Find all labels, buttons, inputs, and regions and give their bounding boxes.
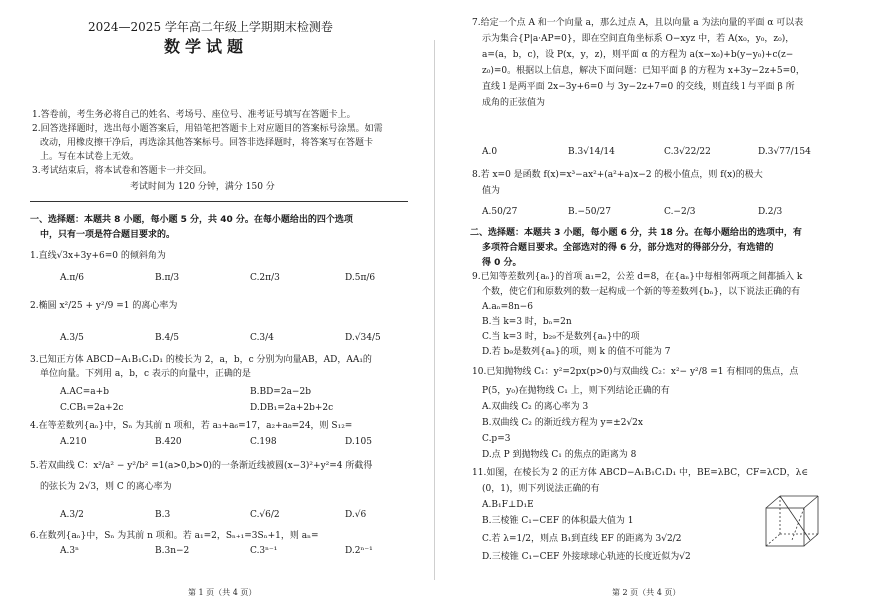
q9-option-d: D.若 b₉是数列{aₙ}的项，则 k 的值不可能为 7 xyxy=(482,347,671,357)
instruction-2c: 上。写在本试卷上无效。 xyxy=(40,152,140,162)
question-8-line-2: 值为 xyxy=(482,186,501,196)
question-11: 11.如图，在棱长为 2 的正方体 ABCD−A₁B₁C₁D₁ 中，BE=λBC，CF=λCD，λ∈ xyxy=(472,468,808,478)
q1-option-a: A.π/6 xyxy=(60,273,85,283)
question-7-line-6: 成角的正弦值为 xyxy=(482,98,546,108)
question-7-line-3: a=(a，b，c)，设 P(x，y，z)，则平面 α 的方程为 a(x−x₀)+b(y−y₀)+c(z− xyxy=(482,50,794,60)
exam-info: 考试时间为 120 分钟，满分 150 分 xyxy=(130,182,275,192)
exam-title: 2024—2025 学年高二年级上学期期末检测卷 xyxy=(88,20,333,34)
q8-option-a: A.50/27 xyxy=(482,207,518,217)
section-2-heading-3: 得 0 分。 xyxy=(482,258,522,268)
q3-option-d: D.DB₁=2a+2b+2c xyxy=(250,403,334,413)
q11-option-a: A.B₁F⊥D₁E xyxy=(482,500,534,510)
question-8: 8.若 x=0 是函数 f(x)=x³−ax²+(a²+a)x−2 的极小值点，则 f(x)的极大 xyxy=(472,170,763,180)
question-9: 9.已知等差数列{aₙ}的首项 a₁=2，公差 d=8，在{aₙ}中每相邻两项之间都插入 k xyxy=(472,272,803,282)
question-10-line-2: P(5，y₀)在抛物线 C₁ 上，则下列结论正确的有 xyxy=(482,386,670,396)
q1-option-b: B.π/3 xyxy=(155,273,180,283)
question-7-line-4: z₀)=0。根据以上信息，解决下面问题：已知平面 β 的方程为 x+3y−2z+5=0， xyxy=(482,66,805,76)
q4-option-d: D.105 xyxy=(345,437,372,447)
instruction-1: 1.答卷前，考生务必将自己的姓名、考场号、座位号、准考证号填写在答题卡上。 xyxy=(32,110,356,120)
q2-option-b: B.4/5 xyxy=(155,333,179,343)
question-1: 1.直线√3x+3y+6=0 的倾斜角为 xyxy=(30,251,166,261)
q5-option-a: A.3/2 xyxy=(60,510,84,520)
page-1-footer: 第 1 页（共 4 页） xyxy=(188,588,257,597)
q10-option-b: B.双曲线 C₂ 的渐近线方程为 y=±2√2x xyxy=(482,418,643,428)
subject-title: 数学试题 xyxy=(164,37,249,56)
question-11-line-2: (0，1)，则下列说法正确的有 xyxy=(482,484,600,494)
q11-option-d: D.三棱锥 C₁−CEF 外接球球心轨迹的长度近似为√2 xyxy=(482,552,691,562)
q5-option-c: C.√6/2 xyxy=(250,510,280,520)
question-10: 10.已知抛物线 C₁：y²=2px(p>0)与双曲线 C₂：x²− y²/8 =1 有相同的焦点，点 xyxy=(472,367,799,377)
q3-option-b: B.BD=2a−2b xyxy=(250,387,311,397)
q4-option-c: C.198 xyxy=(250,437,277,447)
question-5-line-2: 的弦长为 2√3，则 C 的离心率为 xyxy=(40,482,172,492)
q7-option-b: B.3√14/14 xyxy=(568,147,615,157)
instruction-2b: 改动，用橡皮擦干净后，再选涂其他答案标号。回答非选择题时，将答案写在答题卡 xyxy=(40,138,374,148)
question-5: 5.若双曲线 C：x²/a² − y²/b² =1(a>0,b>0)的一条渐近线被圆(x−3)²+y²=4 所截得 xyxy=(30,461,373,471)
q6-option-d: D.2ⁿ⁻¹ xyxy=(345,546,373,556)
question-3-line-2: 单位向量。下列用 a，b，c 表示的向量中，正确的是 xyxy=(40,369,251,379)
q6-option-b: B.3n−2 xyxy=(155,546,190,556)
section-1-heading-2: 中，只有一项是符合题目要求的。 xyxy=(40,230,176,240)
q11-option-b: B.三棱锥 C₁−CEF 的体积最大值为 1 xyxy=(482,516,634,526)
question-2: 2.椭圆 x²/25 + y²/9 =1 的离心率为 xyxy=(30,301,178,311)
question-6: 6.在数列{aₙ}中，Sₙ 为其前 n 项和。若 a₁=2，Sₙ₊₁=3Sₙ+1，则 aₙ= xyxy=(30,531,319,541)
q5-option-d: D.√6 xyxy=(345,510,367,520)
q2-option-c: C.3/4 xyxy=(250,333,274,343)
question-7-line-5: 直线 l 是两平面 2x−3y+6=0 与 3y−2z+7=0 的交线，则直线 l 与平面 β 所 xyxy=(482,82,795,92)
q9-option-a: A.aₙ=8n−6 xyxy=(482,302,533,312)
instruction-3: 3.考试结束后，将本试卷和答题卡一并交回。 xyxy=(32,166,212,176)
q5-option-b: B.3 xyxy=(155,510,171,520)
q1-option-d: D.5π/6 xyxy=(345,273,376,283)
q6-option-c: C.3ⁿ⁻¹ xyxy=(250,546,278,556)
instruction-2: 2.回答选择题时，选出每小题答案后，用铅笔把答题卡上对应题目的答案标号涂黑。如需 xyxy=(32,124,383,134)
question-3: 3.已知正方体 ABCD−A₁B₁C₁D₁ 的棱长为 2，a，b，c 分别为向量AB，AD，AA₁的 xyxy=(30,355,372,365)
cube-figure xyxy=(762,490,822,552)
q2-option-d: D.√34/5 xyxy=(345,333,381,343)
q10-option-a: A.双曲线 C₂ 的离心率为 3 xyxy=(482,402,589,412)
page-divider xyxy=(434,40,435,580)
page-1 xyxy=(0,0,434,615)
q10-option-d: D.点 P 到抛物线 C₁ 的焦点的距离为 8 xyxy=(482,450,637,460)
question-7: 7.给定一个点 A 和一个向量 a，那么过点 A，且以向量 a 为法向量的平面 α 可以表 xyxy=(472,18,804,28)
q4-option-b: B.420 xyxy=(155,437,182,447)
q8-option-b: B.−50/27 xyxy=(568,207,611,217)
q2-option-a: A.3/5 xyxy=(60,333,84,343)
header-rule xyxy=(30,201,408,202)
section-2-heading-2: 多项符合题目要求。全部选对的得 6 分，部分选对的得部分分，有选错的 xyxy=(482,243,774,253)
q8-option-d: D.2/3 xyxy=(758,207,783,217)
q1-option-c: C.2π/3 xyxy=(250,273,280,283)
question-9-line-2: 个数，使它们和原数列的数一起构成一个新的等差数列{bₙ}，以下说法正确的有 xyxy=(482,287,801,297)
q3-option-a: A.AC=a+b xyxy=(60,387,109,397)
q7-option-c: C.3√22/22 xyxy=(664,147,711,157)
page-2-footer: 第 2 页（共 4 页） xyxy=(612,588,681,597)
question-7-line-2: 示为集合{P|a·AP=0}，即在空间直角坐标系 O−xyz 中，若 A(x₀，y₀，z₀)， xyxy=(482,34,795,44)
q6-option-a: A.3ⁿ xyxy=(60,546,79,556)
q4-option-a: A.210 xyxy=(60,437,87,447)
q10-option-c: C.p=3 xyxy=(482,434,511,444)
q3-option-c: C.CB₁=2a+2c xyxy=(60,403,124,413)
q8-option-c: C.−2/3 xyxy=(664,207,696,217)
section-1-heading: 一、选择题：本题共 8 小题，每小题 5 分，共 40 分。在每小题给出的四个选项 xyxy=(30,215,353,225)
q7-option-a: A.0 xyxy=(482,147,498,157)
q7-option-d: D.3√77/154 xyxy=(758,147,811,157)
q9-option-c: C.当 k=3 时，b₂₉不是数列{aₙ}中的项 xyxy=(482,332,640,342)
section-2-heading: 二、选择题：本题共 3 小题，每小题 6 分，共 18 分。在每小题给出的选项中，有 xyxy=(470,228,802,238)
q11-option-c: C.若 λ=1/2，则点 B₁到直线 EF 的距离为 3√2/2 xyxy=(482,534,682,544)
question-4: 4.在等差数列{aₙ}中，Sₙ 为其前 n 项和，若 a₃+a₆=17，a₂+a₈=24，则 S₁₂= xyxy=(30,421,353,431)
q9-option-b: B.当 k=3 时，bₙ=2n xyxy=(482,317,572,327)
